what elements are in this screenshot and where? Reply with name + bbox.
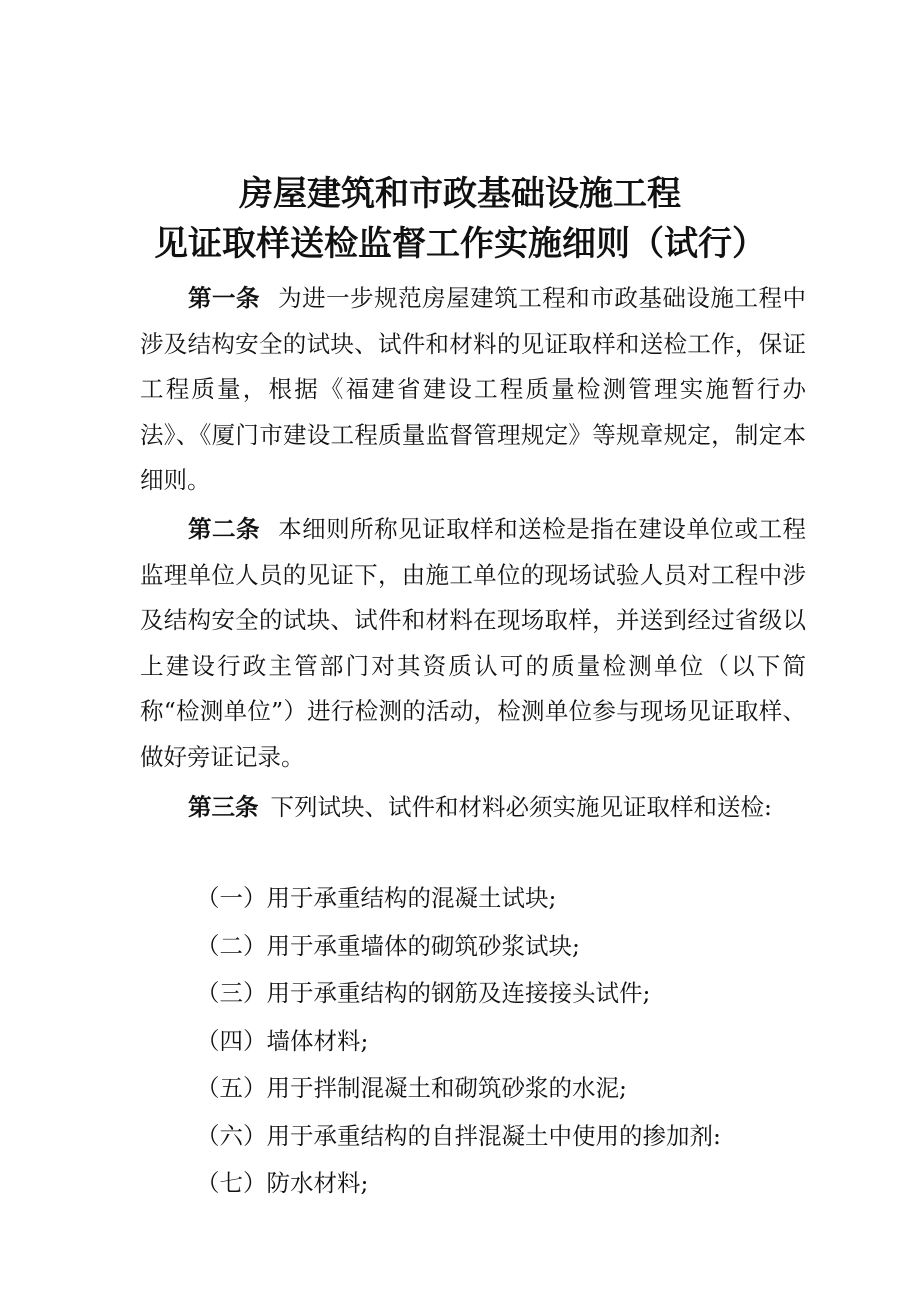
article-2-number: 第二条 <box>188 515 261 543</box>
article-3-number: 第三条 <box>188 793 259 821</box>
article-1-number: 第一条 <box>188 284 261 312</box>
list-item: （一）用于承重结构的混凝土试块; <box>196 884 557 912</box>
list-item: （三）用于承重结构的钢筋及连接接头试件; <box>196 979 651 1007</box>
list-item: （七）防水材料; <box>196 1169 369 1197</box>
sample-items-list <box>196 875 721 1208</box>
list-item: （二）用于承重墙体的砌筑砂浆试块; <box>196 931 580 960</box>
article-3-text: 下列试块、试件和材料必须实施见证取样和送检: <box>270 793 772 821</box>
article-1 <box>140 276 806 504</box>
article-2-text: 本细则所称见证取样和送检是指在建设单位或工程监理单位人员的见证下，由施工单位的现场试验人员对工程中涉及结构安全的试块、试件和材料在现场取样，并送到经过省级以上建设行政主管部门对其资质认可的质量检测单位（以下简称“检测单位”）进行检测的活动，检测单位参与现场见证取样、做好旁证记录。 <box>140 515 806 771</box>
article-1-text: 为进一步规范房屋建筑工程和市政基础设施工程中涉及结构安全的试块、试件和材料的见证取样和送检工作，保证工程质量，根据《福建省建设工程质量检测管理实施暂行办法》、《厦门市建设工程质量监督管理规定》等规章规定，制定本细则。 <box>140 284 806 494</box>
article-2 <box>140 507 806 780</box>
document-title-line-1: 房屋建筑和市政基础设施工程 <box>239 174 681 214</box>
document-title-line-2: 见证取样送检监督工作实施细则（试行） <box>154 224 766 264</box>
article-3 <box>140 785 806 831</box>
list-item: （五）用于拌制混凝土和砌筑砂浆的水泥; <box>196 1074 627 1102</box>
list-item: （六）用于承重结构的自拌混凝土中使用的掺加剂: <box>196 1121 721 1150</box>
list-item: （四）墙体材料; <box>196 1026 369 1055</box>
